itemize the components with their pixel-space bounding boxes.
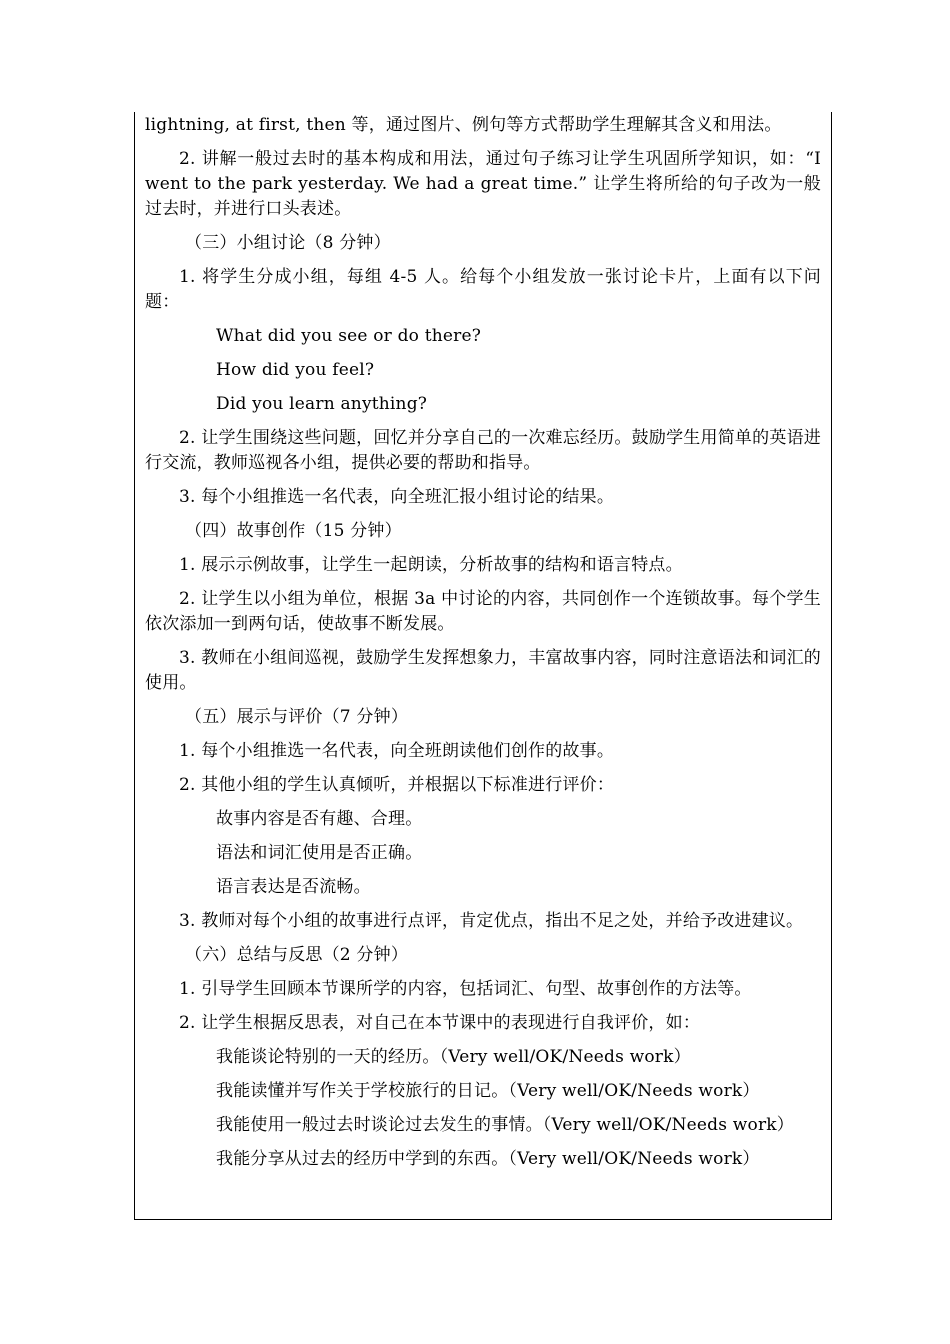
- story-step-3: 3. 教师在小组间巡视，鼓励学生发挥想象力，丰富故事内容，同时注意语法和词汇的使用。: [145, 648, 821, 693]
- discussion-step-2: 2. 让学生围绕这些问题，回忆并分享自己的一次难忘经历。鼓励学生用简单的英语进行交流，教师巡视各小组，提供必要的帮助和指导。: [145, 428, 821, 473]
- criterion-2: 语法和词汇使用是否正确。: [216, 843, 423, 863]
- summary-step-2: 2. 让学生根据反思表，对自己在本节课中的表现进行自我评价，如：: [179, 1013, 701, 1033]
- self-evaluation-2: 我能读懂并写作关于学校旅行的日记。（Very well/OK/Needs work）: [216, 1081, 760, 1101]
- criterion-3: 语言表达是否流畅。: [216, 877, 371, 897]
- self-evaluation-1: 我能谈论特别的一天的经历。（Very well/OK/Needs work）: [216, 1047, 691, 1067]
- vocabulary-continuation: lightning, at first, then 等，通过图片、例句等方式帮助学生理解其含义和用法。: [145, 115, 782, 135]
- section-heading-summary: （六）总结与反思（2 分钟）: [185, 945, 409, 965]
- self-evaluation-3: 我能使用一般过去时谈论过去发生的事情。（Very well/OK/Needs work）: [216, 1115, 795, 1135]
- grammar-step-2: 2. 讲解一般过去时的基本构成和用法，通过句子练习让学生巩固所学知识，如：“I went to the park yesterday. We had a great time.” 让学生将所给的句子改为一般过去时，并进行口头表述。: [145, 149, 822, 219]
- summary-step-1: 1. 引导学生回顾本节课所学的内容，包括词汇、句型、故事创作的方法等。: [179, 979, 752, 999]
- self-evaluation-4: 我能分享从过去的经历中学到的东西。（Very well/OK/Needs work）: [216, 1149, 760, 1169]
- discussion-step-1: 1. 将学生分成小组，每组 4-5 人。给每个小组发放一张讨论卡片，上面有以下问题：: [145, 267, 821, 312]
- criterion-1: 故事内容是否有趣、合理。: [216, 809, 423, 829]
- lesson-plan-body: [145, 113, 821, 1181]
- presentation-step-3: 3. 教师对每个小组的故事进行点评，肯定优点，指出不足之处，并给予改进建议。: [179, 911, 804, 931]
- section-heading-group-discussion: （三）小组讨论（8 分钟）: [185, 233, 391, 253]
- discussion-question-1: What did you see or do there?: [216, 326, 482, 346]
- presentation-step-1: 1. 每个小组推选一名代表，向全班朗读他们创作的故事。: [179, 741, 615, 761]
- discussion-step-3: 3. 每个小组推选一名代表，向全班汇报小组讨论的结果。: [179, 487, 615, 507]
- section-heading-presentation: （五）展示与评价（7 分钟）: [185, 707, 409, 727]
- discussion-question-3: Did you learn anything?: [216, 394, 428, 414]
- discussion-question-2: How did you feel?: [216, 360, 375, 380]
- story-step-1: 1. 展示示例故事，让学生一起朗读，分析故事的结构和语言特点。: [179, 555, 683, 575]
- presentation-step-2: 2. 其他小组的学生认真倾听，并根据以下标准进行评价：: [179, 775, 615, 795]
- story-step-2: 2. 让学生以小组为单位，根据 3a 中讨论的内容，共同创作一个连锁故事。每个学生依次添加一到两句话，使故事不断发展。: [145, 589, 821, 634]
- section-heading-story-creation: （四）故事创作（15 分钟）: [185, 521, 402, 541]
